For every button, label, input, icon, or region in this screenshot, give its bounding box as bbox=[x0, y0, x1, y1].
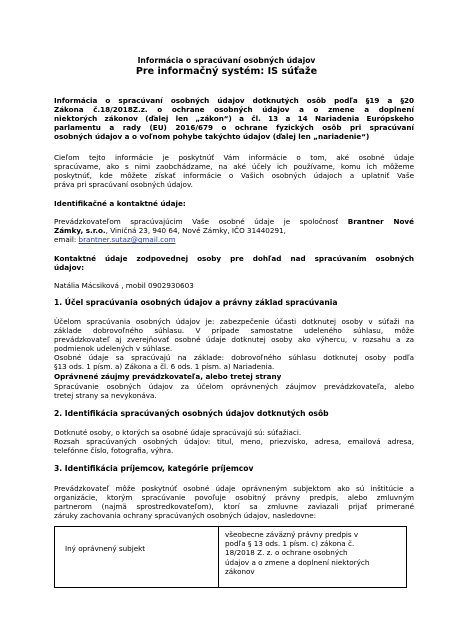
section3-line: organizácie, ktorým spracúvanie povoľuje osobitný právny predpis, alebo zmluvným bbox=[54, 493, 414, 502]
responsible-person: Natália Mácsiková , mobil 0902930603 bbox=[54, 281, 194, 290]
intro-line: Informácia o spracúvaní osobných údajov dotknutých osôb podľa §19 a §20 bbox=[54, 96, 414, 105]
section-heading: 1. Účel spracúvania osobných údajov a právny základ spracúvania bbox=[54, 298, 338, 307]
section1-line: prevádzkovateľ aj zverejňovať osobné údaje dotknutej osoby ako výhercu, v rozsahu a za bbox=[54, 335, 414, 344]
section-heading: 2. Identifikácia spracúvaných osobných údajov dotknutých osôb bbox=[54, 409, 329, 418]
section-heading: 3. Identifikácia príjemcov, kategórie príjemcov bbox=[54, 464, 254, 473]
document-title: Informácia o spracúvaní osobných údajov bbox=[137, 56, 316, 65]
intro-line: Zákona č.18/2018Z.z. o ochrane osobných údajov a o zmene a doplnení bbox=[54, 105, 414, 114]
responsible-heading: údajov: bbox=[54, 263, 85, 272]
section3-line: Prevádzkovateľ môže poskytnúť osobné údaje oprávneným subjektom ako sú inštitúcie a bbox=[54, 484, 414, 493]
email-line bbox=[54, 235, 414, 244]
table-divider bbox=[218, 527, 219, 587]
purpose-line: práva pri spracúvaní osobných údajov. bbox=[54, 180, 193, 189]
section1-line: základe dobrovoľného súhlasu. V prípade samostatne udeleného súhlasu, môže bbox=[54, 326, 414, 335]
intro-line: niektorých zákonov (ďalej len „zákon“) a čl. 13 a 14 Nariadenia Európskeho bbox=[54, 114, 414, 123]
section2-line: Dotknuté osoby, o ktorých sa osobné údaje spracúvajú sú: súťažiaci. bbox=[54, 428, 302, 437]
company-address: , Viničná 23, 940 64, Nové Zámky, IČO 31440291, bbox=[105, 226, 286, 235]
company-name: Zámky, s.r.o. bbox=[54, 226, 106, 235]
table-cell-line: zákonov bbox=[225, 566, 255, 576]
company-name: Brantner Nové bbox=[347, 217, 414, 226]
section1-line: podmienok udelených v súhlase. bbox=[54, 344, 173, 353]
purpose-line: poskytnúť, kde môžete získať informácie o Vašich osobných údajoch a uplatniť Vaše bbox=[54, 171, 414, 180]
section1-line: §13 ods. 1 písm. a) Zákona a čl. 6 ods. 1 písm. a) Nariadenia. bbox=[54, 362, 275, 371]
table-cell-line: 18/2018 Z. z. o ochrane osobných bbox=[225, 548, 348, 558]
table-cell-basis bbox=[225, 530, 369, 576]
recipients-table bbox=[54, 526, 407, 588]
document-subtitle: Pre informačný systém: IS súťaže bbox=[135, 66, 318, 77]
purpose-line: spracúvame, ako s nimi zaobchádzame, na aké účely ich používame, komu ich môžeme bbox=[54, 162, 414, 171]
table-cell-line: všeobecne záväzný právny predpis v bbox=[225, 530, 359, 539]
table-cell-line: podľa § 13 ods. 1 písm. c) zákona č. bbox=[225, 539, 355, 549]
identification-line bbox=[54, 226, 414, 235]
table-cell-line: údajov a o zmene a doplnení niektorých bbox=[225, 557, 370, 567]
intro-line: osobných údajov a o voľnom pohybe takýchto údajov (ďalej len „nariadenie“) bbox=[54, 132, 370, 141]
purpose-line: Cieľom tejto informácie je poskytnúť Vám informácie o tom, aké osobné údaje bbox=[54, 153, 414, 162]
email-link[interactable]: brantner.sutaz@gmail.com bbox=[78, 235, 176, 244]
section1-subheading: Oprávnené záujmy prevádzkovateľa, alebo tretej strany bbox=[54, 372, 282, 381]
section2-line: telefónne číslo, fotografia, výhra. bbox=[54, 446, 174, 455]
section1-line: tretej strany sa nevykonáva. bbox=[54, 391, 157, 400]
section3-line: záruky zachovania ochrany spracúvaných osobných údajov, nasledovne: bbox=[54, 511, 317, 520]
responsible-heading: Kontaktné údaje zodpovednej osoby pre dohľad nad spracúvaním osobných bbox=[54, 254, 414, 263]
identification-prefix: Prevádzkovateľom spracúvajúcim Vaše osobné údaje je spoločnosť bbox=[54, 217, 348, 226]
section1-line: Osobné údaje sa spracúvajú na základe: dobrovoľného súhlasu dotknutej osoby podľa bbox=[54, 353, 414, 362]
section3-line: partnerom (najmä sprostredkovateľom), ktorí sa zmluvne zaviazali prijať primerané bbox=[54, 502, 414, 511]
table-cell-recipient: Iný oprávnený subjekt bbox=[65, 544, 146, 553]
section1-line: Účelom spracúvania osobných údajov je: zabezpečenie účasti dotknutej osoby v súťaži na bbox=[54, 317, 414, 326]
section2-line: Rozsah spracúvaných osobných údajov: titul, meno, priezvisko, adresa, emailová adresa, bbox=[54, 437, 414, 446]
section1-line: Spracúvanie osobných údajov za účelom oprávnených záujmov prevádzkovateľa, alebo bbox=[54, 382, 414, 391]
identification-line bbox=[54, 217, 414, 226]
email-label: email: bbox=[54, 235, 79, 244]
intro-line: parlamentu a rady (EU) 2016/679 o ochrane fyzických osôb pri spracúvaní bbox=[54, 123, 414, 132]
identification-heading: Identifikačné a kontaktné údaje: bbox=[54, 199, 186, 208]
